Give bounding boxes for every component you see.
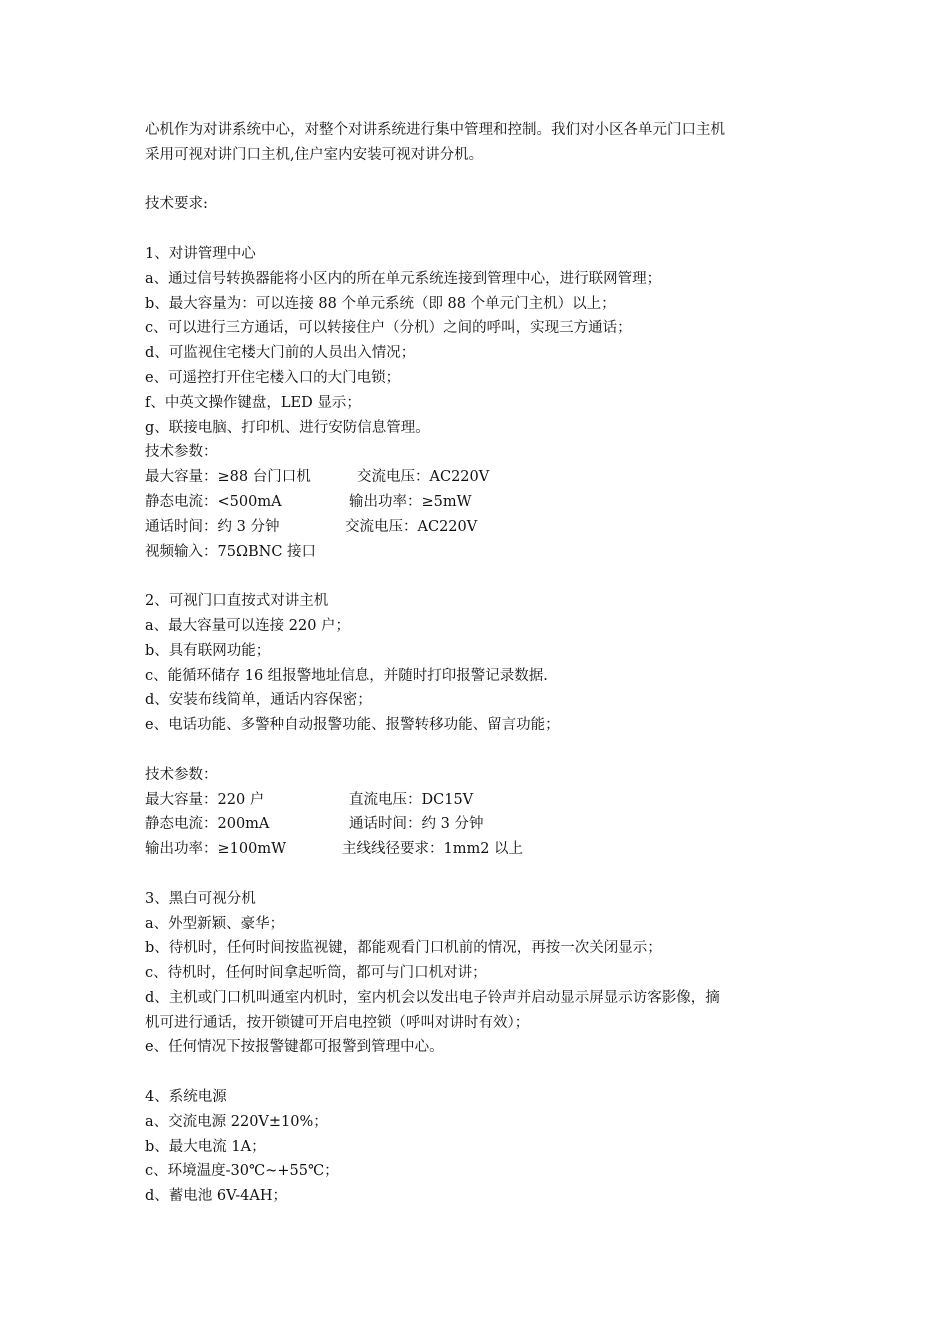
- section-1-item: a、通过信号转换器能将小区内的所在单元系统连接到管理中心，进行联网管理；: [145, 270, 662, 287]
- section-2-params-heading: 技术参数：: [145, 766, 218, 783]
- param-left: 输出功率：≥100mW: [145, 841, 286, 858]
- param-left: 最大容量：220 户: [145, 791, 265, 808]
- spacer: [145, 1060, 813, 1085]
- section-1-params-heading: 技术参数：: [145, 444, 218, 461]
- param-left: 静态电流：200mA: [145, 816, 270, 833]
- section-2-title: 2、可视门口直按式对讲主机: [145, 593, 329, 610]
- section-1-item: f、中英文操作键盘，LED 显示；: [145, 394, 361, 411]
- section-1-item: d、可监视住宅楼大门前的人员出入情况；: [145, 345, 416, 362]
- section-3-item: b、待机时，任何时间按监视键，都能观看门口机前的情况，再按一次关闭显示；: [145, 940, 662, 957]
- param-right: 主线线径要求：1mm2 以上: [342, 841, 524, 858]
- param-left: 静态电流：<500mA: [145, 493, 282, 510]
- param-left: 通话时间：约 3 分钟: [145, 518, 280, 535]
- document-page: [145, 118, 813, 1209]
- section-2-param-row: [145, 788, 813, 813]
- section-1-param-row: [145, 540, 813, 565]
- section-1-item: c、可以进行三方通话，可以转接住户（分机）之间的呼叫，实现三方通话；: [145, 320, 632, 337]
- spacer: [145, 564, 813, 589]
- section-2-item: a、最大容量可以连接 220 户；: [145, 617, 351, 634]
- section-1-param-row: [145, 490, 813, 515]
- section-1-param-row: [145, 515, 813, 540]
- param-right: 交流电压：AC220V: [357, 469, 490, 486]
- section-2-item: b、具有联网功能；: [145, 642, 271, 659]
- section-3-item: c、待机时，任何时间拿起听筒，都可与门口机对讲；: [145, 965, 487, 982]
- section-1-item: g、联接电脑、打印机、进行安防信息管理。: [145, 419, 430, 436]
- spacer: [145, 862, 813, 887]
- section-2-item: d、安装布线简单，通话内容保密；: [145, 692, 372, 709]
- section-3-title: 3、黑白可视分机: [145, 890, 256, 907]
- section-2-item: c、能循环储存 16 组报警地址信息，并随时打印报警记录数据.: [145, 667, 548, 684]
- section-1-title: 1、对讲管理中心: [145, 245, 256, 262]
- section-3-item: d、主机或门口机叫通室内机时，室内机会以发出电子铃声并启动显示屏显示访客影像，摘: [145, 989, 720, 1006]
- tech-requirements-heading: 技术要求:: [145, 196, 208, 213]
- param-right: 输出功率：≥5mW: [349, 493, 472, 510]
- section-2-param-row: [145, 837, 813, 862]
- section-4-item: d、蓄电池 6V-4AH；: [145, 1188, 287, 1205]
- section-4-item: a、交流电源 220V±10%；: [145, 1113, 328, 1130]
- intro-line-1: 心机作为对讲系统中心，对整个对讲系统进行集中管理和控制。我们对小区各单元门口主机: [145, 122, 725, 138]
- param-right: 交流电压：AC220V: [345, 518, 478, 535]
- section-1-param-row: [145, 465, 813, 490]
- section-3-item: e、任何情况下按报警键都可报警到管理中心。: [145, 1039, 444, 1056]
- section-4-item: b、最大电流 1A；: [145, 1138, 266, 1155]
- param-left: 视频输入：75ΩBNC 接口: [145, 543, 317, 560]
- param-right: 通话时间：约 3 分钟: [349, 816, 484, 833]
- section-3-item: 机可进行通话，按开锁键可开启电控锁（呼叫对讲时有效）；: [145, 1014, 530, 1031]
- section-1-item: b、最大容量为：可以连接 88 个单元系统（即 88 个单元门主机）以上；: [145, 295, 616, 312]
- section-4-item: c、环境温度-30℃~+55℃；: [145, 1163, 339, 1180]
- section-2-item: e、电话功能、多警种自动报警功能、报警转移功能、留言功能；: [145, 717, 560, 734]
- spacer: [145, 738, 813, 763]
- section-2-param-row: [145, 812, 813, 837]
- section-1-item: e、可遥控打开住宅楼入口的大门电锁；: [145, 369, 401, 386]
- spacer: [145, 168, 813, 193]
- spacer: [145, 217, 813, 242]
- intro-line-2: 采用可视对讲门口主机,住户室内安装可视对讲分机。: [145, 146, 484, 163]
- param-right: 直流电压：DC15V: [349, 791, 474, 808]
- param-left: 最大容量：≥88 台门口机: [145, 469, 311, 486]
- section-4-title: 4、系统电源: [145, 1089, 227, 1106]
- section-3-item: a、外型新颖、豪华；: [145, 915, 285, 932]
